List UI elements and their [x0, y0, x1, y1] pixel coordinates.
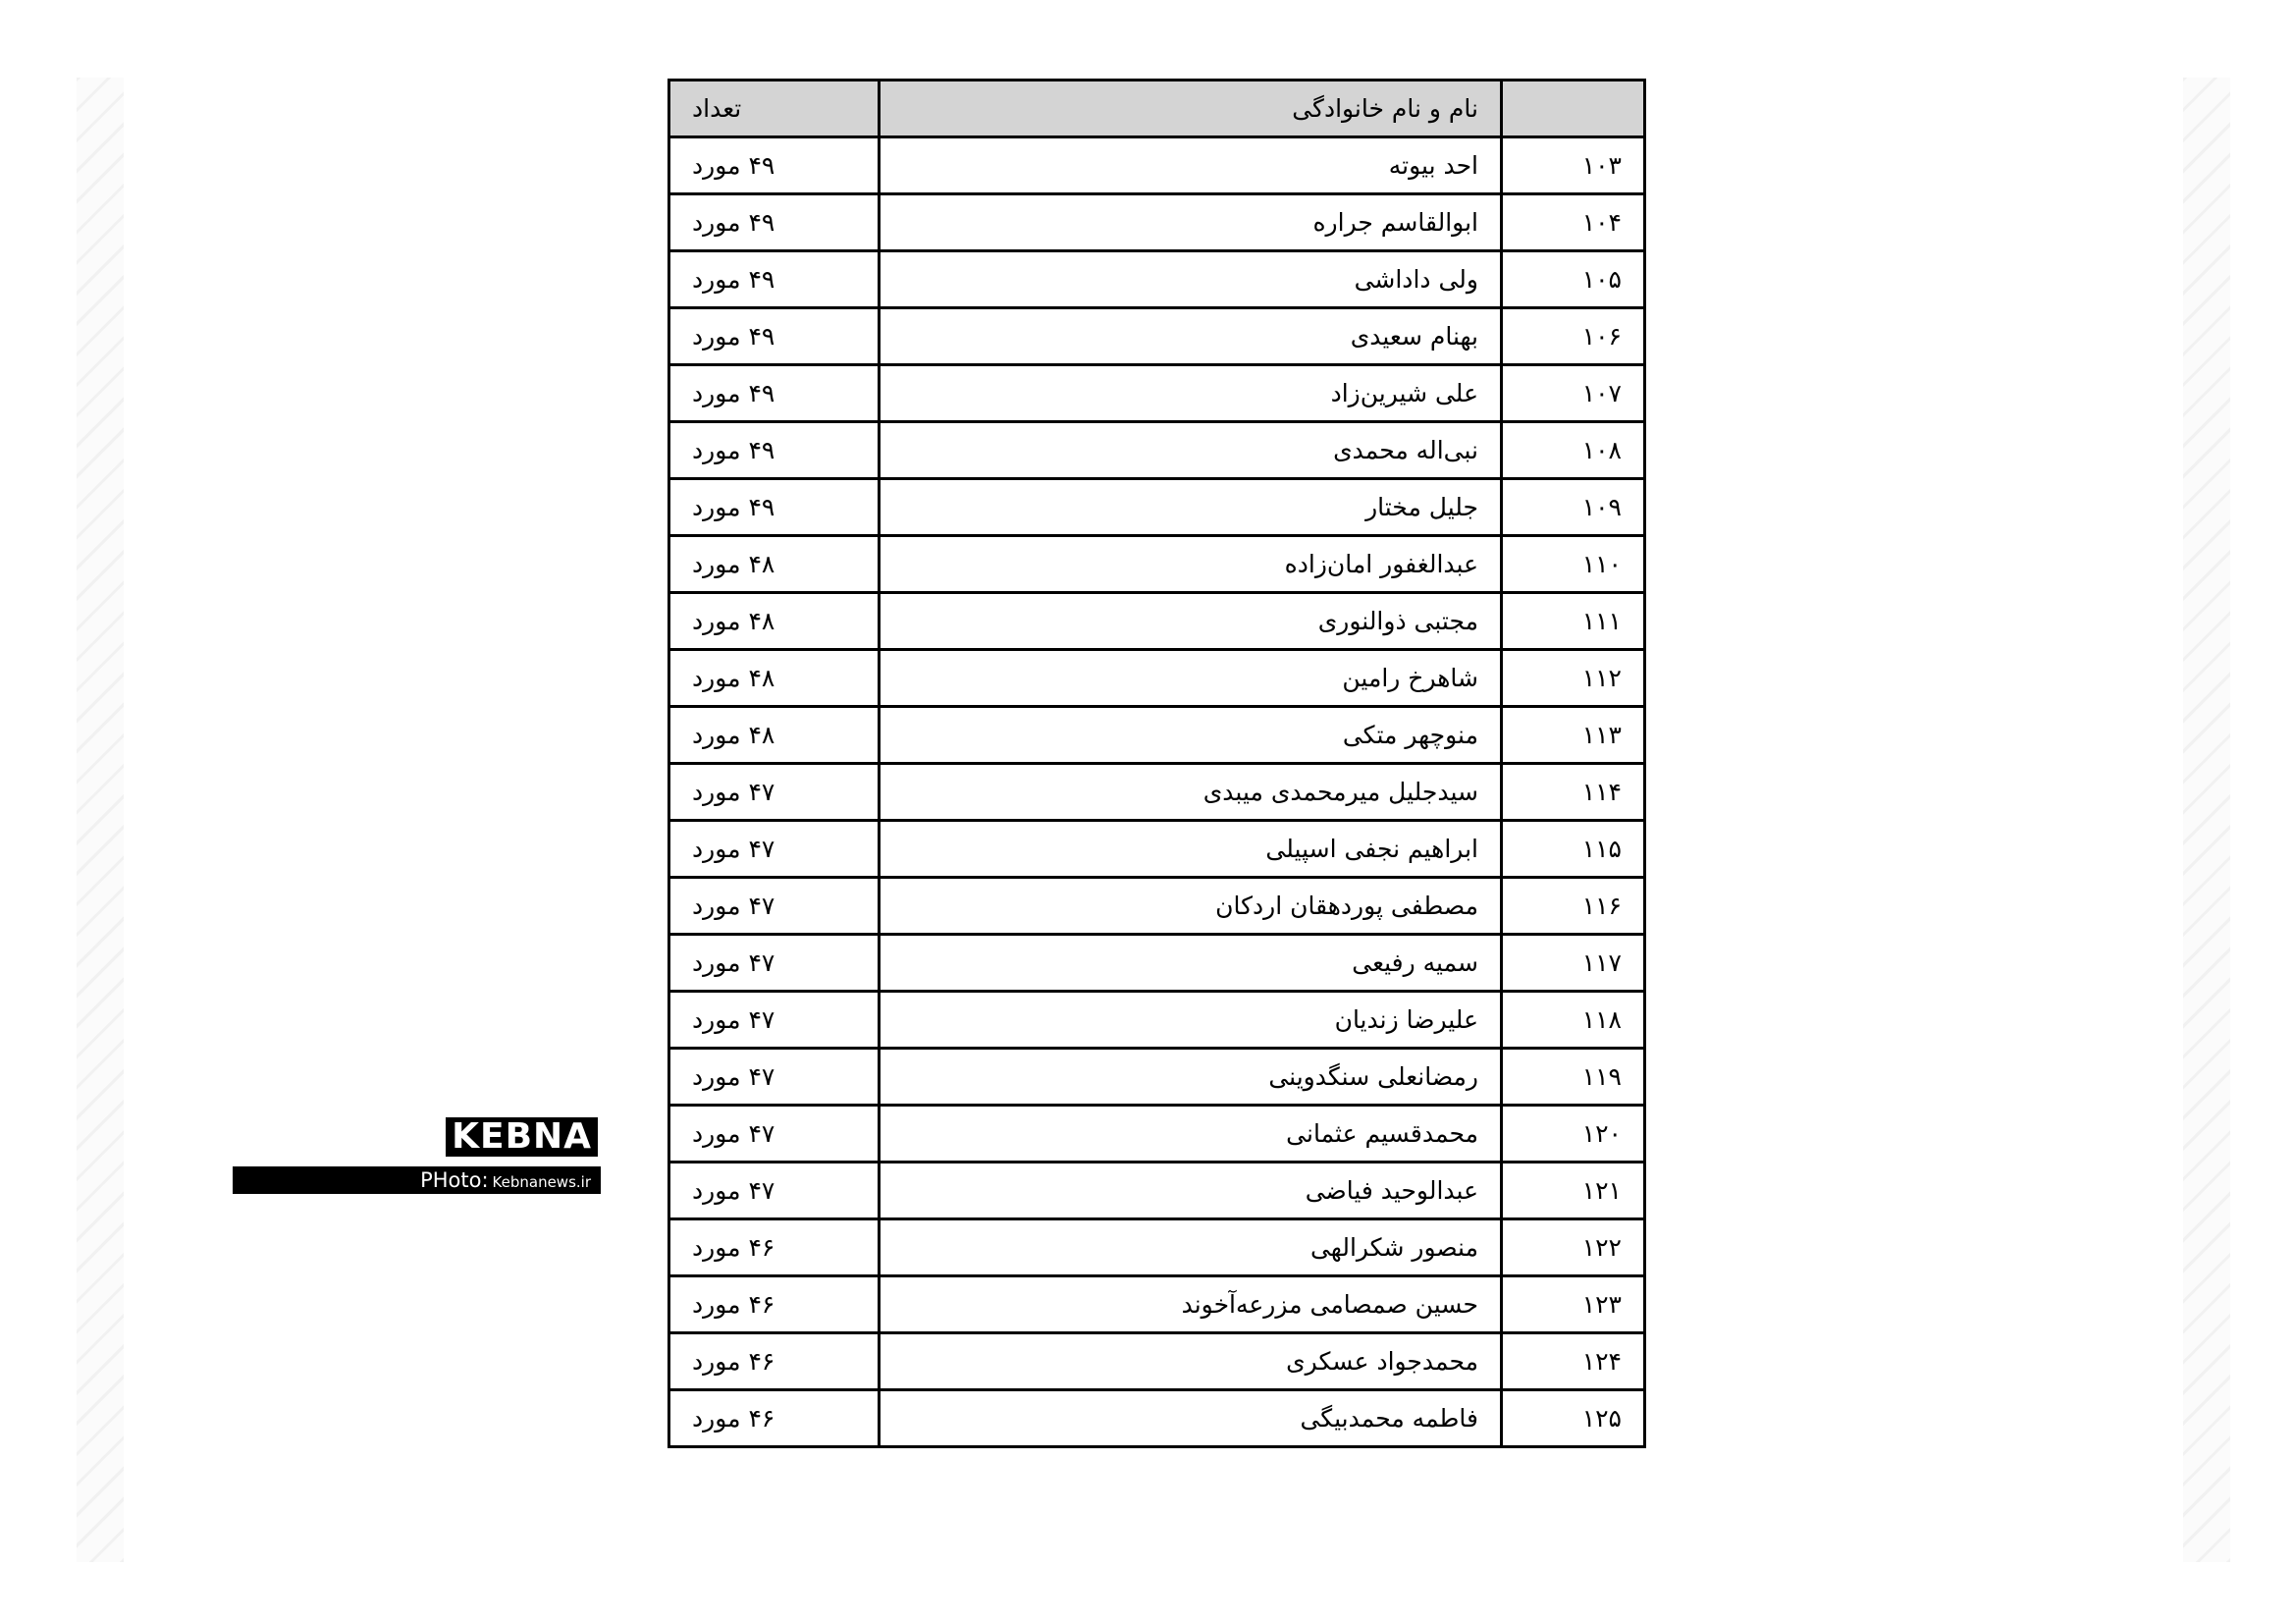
- row-name: رمضانعلی سنگدوینی: [880, 1049, 1502, 1106]
- row-index: ۱۰۵: [1502, 251, 1645, 308]
- row-index: ۱۰۸: [1502, 422, 1645, 479]
- table-row: [669, 365, 1645, 422]
- row-count: ۴۷ مورد: [669, 1163, 880, 1219]
- row-name: مجتبی ذوالنوری: [880, 593, 1502, 650]
- row-count: ۴۷ مورد: [669, 1049, 880, 1106]
- row-index: ۱۱۶: [1502, 878, 1645, 935]
- row-count: ۴۸ مورد: [669, 650, 880, 707]
- row-count: ۴۹ مورد: [669, 308, 880, 365]
- row-count: ۴۷ مورد: [669, 992, 880, 1049]
- table-row: [669, 137, 1645, 194]
- row-count: ۴۷ مورد: [669, 935, 880, 992]
- row-count: ۴۷ مورد: [669, 878, 880, 935]
- table-row: [669, 536, 1645, 593]
- row-index: ۱۲۵: [1502, 1390, 1645, 1447]
- row-name: فاطمه محمدبیگی: [880, 1390, 1502, 1447]
- row-name: علی شیرین‌زاد: [880, 365, 1502, 422]
- kebna-logo: KEBNA: [446, 1117, 598, 1157]
- table-row: [669, 1333, 1645, 1390]
- table-row: [669, 422, 1645, 479]
- row-count: ۴۹ مورد: [669, 479, 880, 536]
- row-index: ۱۱۰: [1502, 536, 1645, 593]
- row-name: عبدالغفور امان‌زاده: [880, 536, 1502, 593]
- table-row: [669, 935, 1645, 992]
- row-name: حسین صمصامی مزرعه‌آخوند: [880, 1276, 1502, 1333]
- table-row: [669, 1049, 1645, 1106]
- table-row: [669, 194, 1645, 251]
- row-count: ۴۹ مورد: [669, 137, 880, 194]
- photo-credit-site: Kebnanews.ir: [492, 1173, 591, 1191]
- table-row: [669, 1390, 1645, 1447]
- row-name: احد بیوته: [880, 137, 1502, 194]
- header-count: تعداد: [669, 81, 880, 137]
- row-count: ۴۶ مورد: [669, 1276, 880, 1333]
- row-name: سمیه رفیعی: [880, 935, 1502, 992]
- table-row: [669, 878, 1645, 935]
- right-page-edge: [2183, 78, 2230, 1562]
- table-row: [669, 821, 1645, 878]
- row-index: ۱۰۳: [1502, 137, 1645, 194]
- row-name: منوچهر متکی: [880, 707, 1502, 764]
- table-row: [669, 650, 1645, 707]
- kebna-watermark: [233, 1117, 601, 1194]
- table-row: [669, 479, 1645, 536]
- table-row: [669, 1106, 1645, 1163]
- row-index: ۱۲۰: [1502, 1106, 1645, 1163]
- row-index: ۱۱۴: [1502, 764, 1645, 821]
- row-count: ۴۷ مورد: [669, 764, 880, 821]
- row-count: ۴۹ مورد: [669, 365, 880, 422]
- row-index: ۱۱۳: [1502, 707, 1645, 764]
- table-row: [669, 1219, 1645, 1276]
- row-name: شاهرخ رامین: [880, 650, 1502, 707]
- table-header-row: [669, 81, 1645, 137]
- table-body: [669, 137, 1645, 1447]
- row-name: منصور شکرالهی: [880, 1219, 1502, 1276]
- row-name: عبدالوحید فیاضی: [880, 1163, 1502, 1219]
- row-index: ۱۲۳: [1502, 1276, 1645, 1333]
- row-index: ۱۱۹: [1502, 1049, 1645, 1106]
- photo-credit: [233, 1166, 601, 1194]
- row-index: ۱۱۵: [1502, 821, 1645, 878]
- row-name: ولی داداشی: [880, 251, 1502, 308]
- row-count: ۴۹ مورد: [669, 194, 880, 251]
- photo-credit-label: PHoto:: [420, 1168, 489, 1192]
- table-row: [669, 593, 1645, 650]
- left-page-edge: [77, 78, 124, 1562]
- row-name: جلیل مختار: [880, 479, 1502, 536]
- row-name: مصطفی پوردهقان اردکان: [880, 878, 1502, 935]
- table-row: [669, 1276, 1645, 1333]
- row-count: ۴۹ مورد: [669, 422, 880, 479]
- header-index: [1502, 81, 1645, 137]
- table-row: [669, 251, 1645, 308]
- row-index: ۱۰۴: [1502, 194, 1645, 251]
- row-count: ۴۸ مورد: [669, 593, 880, 650]
- row-count: ۴۸ مورد: [669, 536, 880, 593]
- row-count: ۴۶ مورد: [669, 1219, 880, 1276]
- row-index: ۱۰۷: [1502, 365, 1645, 422]
- row-index: ۱۱۸: [1502, 992, 1645, 1049]
- table-row: [669, 1163, 1645, 1219]
- row-name: ابراهیم نجفی اسپیلی: [880, 821, 1502, 878]
- row-index: ۱۲۱: [1502, 1163, 1645, 1219]
- row-count: ۴۷ مورد: [669, 1106, 880, 1163]
- row-index: ۱۱۲: [1502, 650, 1645, 707]
- table-row: [669, 764, 1645, 821]
- row-name: ابوالقاسم جراره: [880, 194, 1502, 251]
- row-count: ۴۶ مورد: [669, 1390, 880, 1447]
- row-name: محمدقسیم عثمانی: [880, 1106, 1502, 1163]
- row-index: ۱۲۲: [1502, 1219, 1645, 1276]
- row-count: ۴۹ مورد: [669, 251, 880, 308]
- table-row: [669, 308, 1645, 365]
- row-index: ۱۱۷: [1502, 935, 1645, 992]
- row-name: نبی‌اله محمدی: [880, 422, 1502, 479]
- row-name: محمدجواد عسکری: [880, 1333, 1502, 1390]
- table-row: [669, 992, 1645, 1049]
- row-index: ۱۱۱: [1502, 593, 1645, 650]
- row-count: ۴۶ مورد: [669, 1333, 880, 1390]
- header-name: نام و نام خانوادگی: [880, 81, 1502, 137]
- row-index: ۱۰۶: [1502, 308, 1645, 365]
- row-name: علیرضا زندیان: [880, 992, 1502, 1049]
- table-row: [669, 707, 1645, 764]
- row-index: ۱۰۹: [1502, 479, 1645, 536]
- row-name: بهنام سعیدی: [880, 308, 1502, 365]
- row-index: ۱۲۴: [1502, 1333, 1645, 1390]
- row-name: سیدجلیل میرمحمدی میبدی: [880, 764, 1502, 821]
- row-count: ۴۸ مورد: [669, 707, 880, 764]
- ranking-table: [667, 79, 1646, 1448]
- row-count: ۴۷ مورد: [669, 821, 880, 878]
